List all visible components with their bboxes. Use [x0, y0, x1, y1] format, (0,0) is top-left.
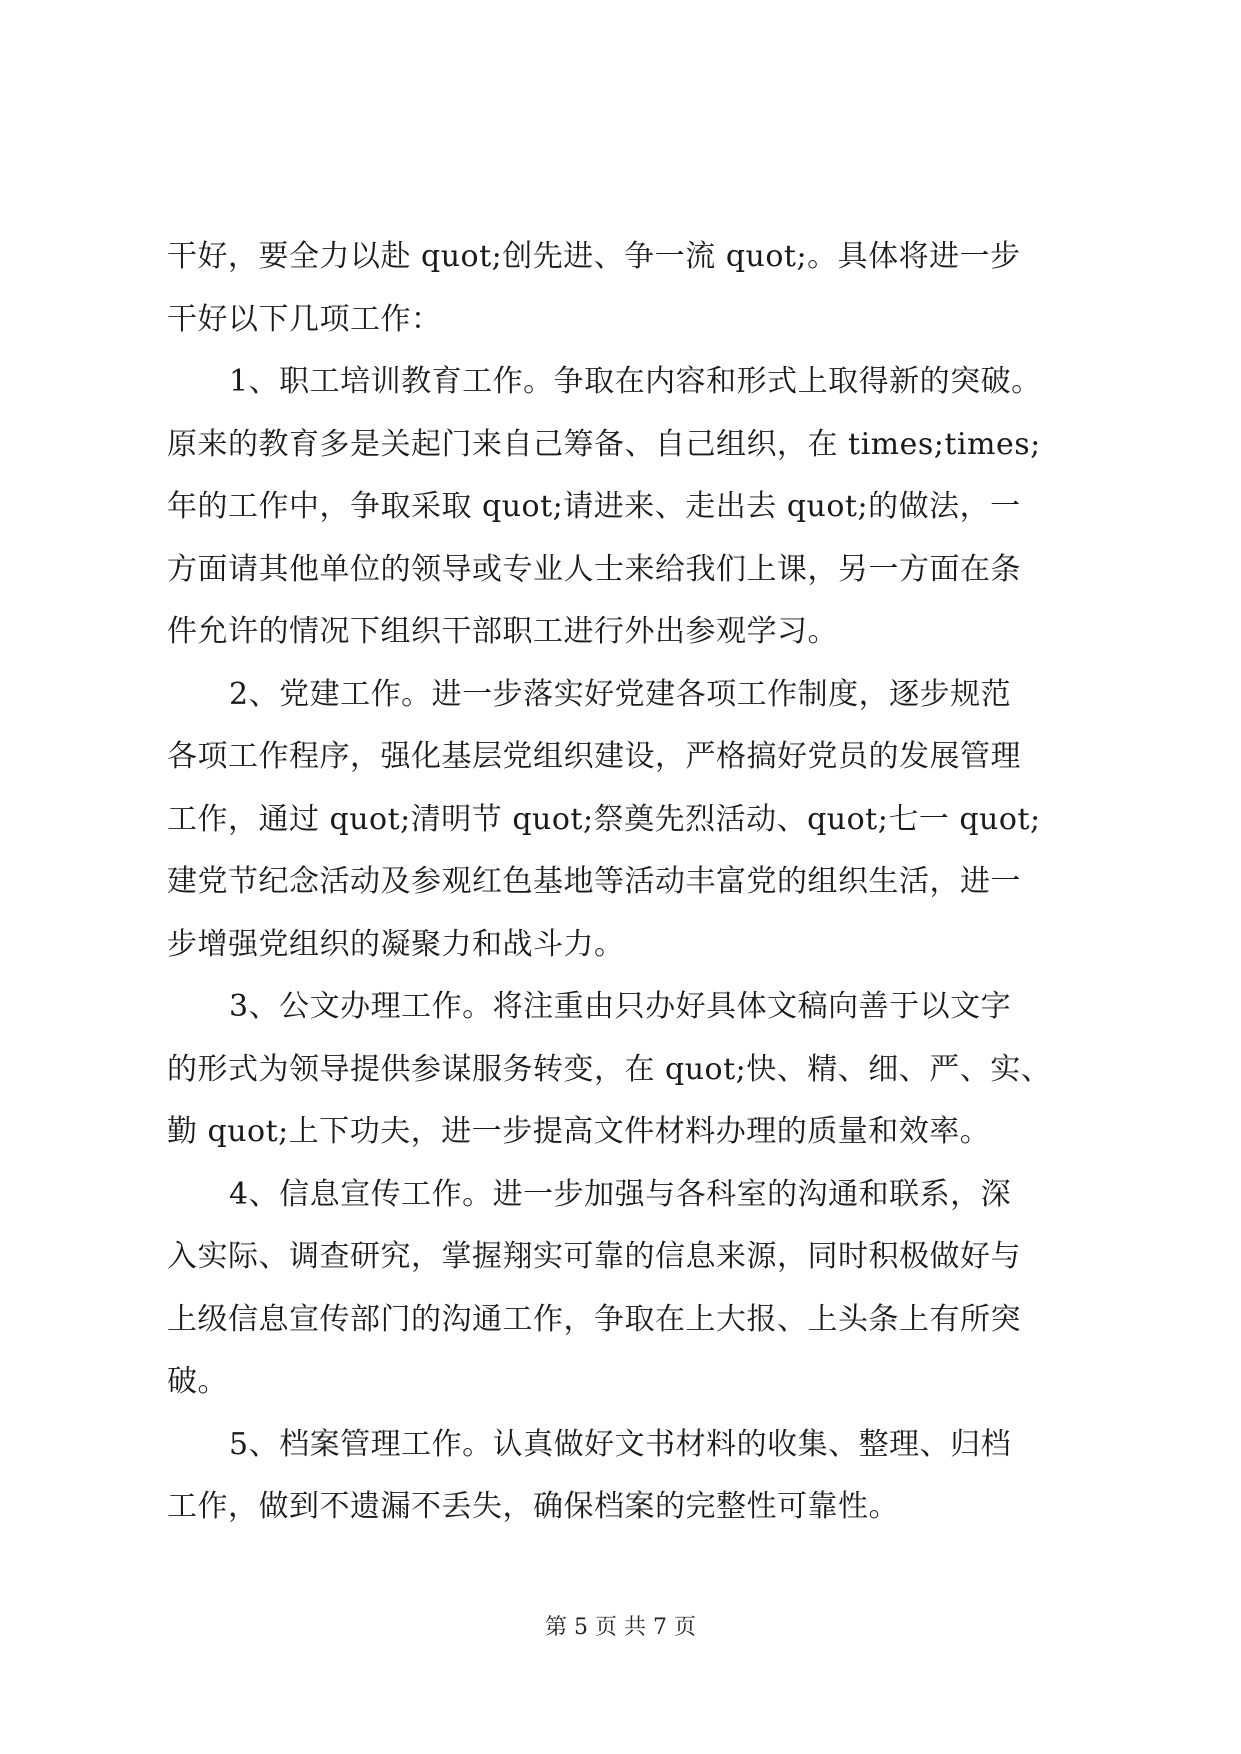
document-body — [167, 226, 1077, 1539]
text-line: 原来的教育多是关起门来自己筹备、自己组织，在 times;times; — [167, 426, 1041, 462]
text-line: 2、党建工作。进一步落实好党建各项工作制度，逐步规范 — [229, 676, 1012, 712]
text-line: 工作，通过 quot;清明节 quot;祭奠先烈活动、quot;七一 quot; — [167, 801, 1041, 837]
page-footer: 第 5 页 共 7 页 — [545, 1615, 696, 1640]
text-line: 3、公文办理工作。将注重由只办好具体文稿向善于以文字 — [229, 989, 1012, 1024]
text-line: 勤 quot;上下功夫，进一步提高文件材料办理的质量和效率。 — [167, 1114, 991, 1149]
text-line: 的形式为领导提供参谋服务转变，在 quot;快、精、细、严、实、 — [167, 1051, 1052, 1087]
text-line: 破。 — [167, 1364, 228, 1399]
text-line: 入实际、调查研究，掌握翔实可靠的信息来源，同时积极做好与 — [167, 1239, 1021, 1274]
text-line: 建党节纪念活动及参观红色基地等活动丰富党的组织生活，进一 — [167, 864, 1021, 899]
text-line: 干好以下几项工作： — [167, 301, 442, 337]
text-line: 5、档案管理工作。认真做好文书材料的收集、整理、归档 — [229, 1426, 1012, 1462]
text-line: 工作，做到不遗漏不丢失，确保档案的完整性可靠性。 — [167, 1489, 899, 1524]
text-line: 干好，要全力以赴 quot;创先进、争一流 quot;。具体将进一步 — [167, 239, 1021, 274]
text-line: 1、职工培训教育工作。争取在内容和形式上取得新的突破。 — [229, 364, 1042, 399]
text-line: 件允许的情况下组织干部职工进行外出参观学习。 — [167, 614, 838, 649]
text-line: 各项工作程序，强化基层党组织建设，严格搞好党员的发展管理 — [167, 739, 1021, 774]
text-line: 上级信息宣传部门的沟通工作，争取在上大报、上头条上有所突 — [167, 1301, 1021, 1337]
text-line: 4、信息宣传工作。进一步加强与各科室的沟通和联系，深 — [229, 1176, 1012, 1212]
text-line: 步增强党组织的凝聚力和战斗力。 — [167, 926, 625, 962]
text-line: 方面请其他单位的领导或专业人士来给我们上课，另一方面在条 — [167, 551, 1021, 587]
text-line: 年的工作中，争取采取 quot;请进来、走出去 quot;的做法，一 — [167, 489, 1021, 524]
